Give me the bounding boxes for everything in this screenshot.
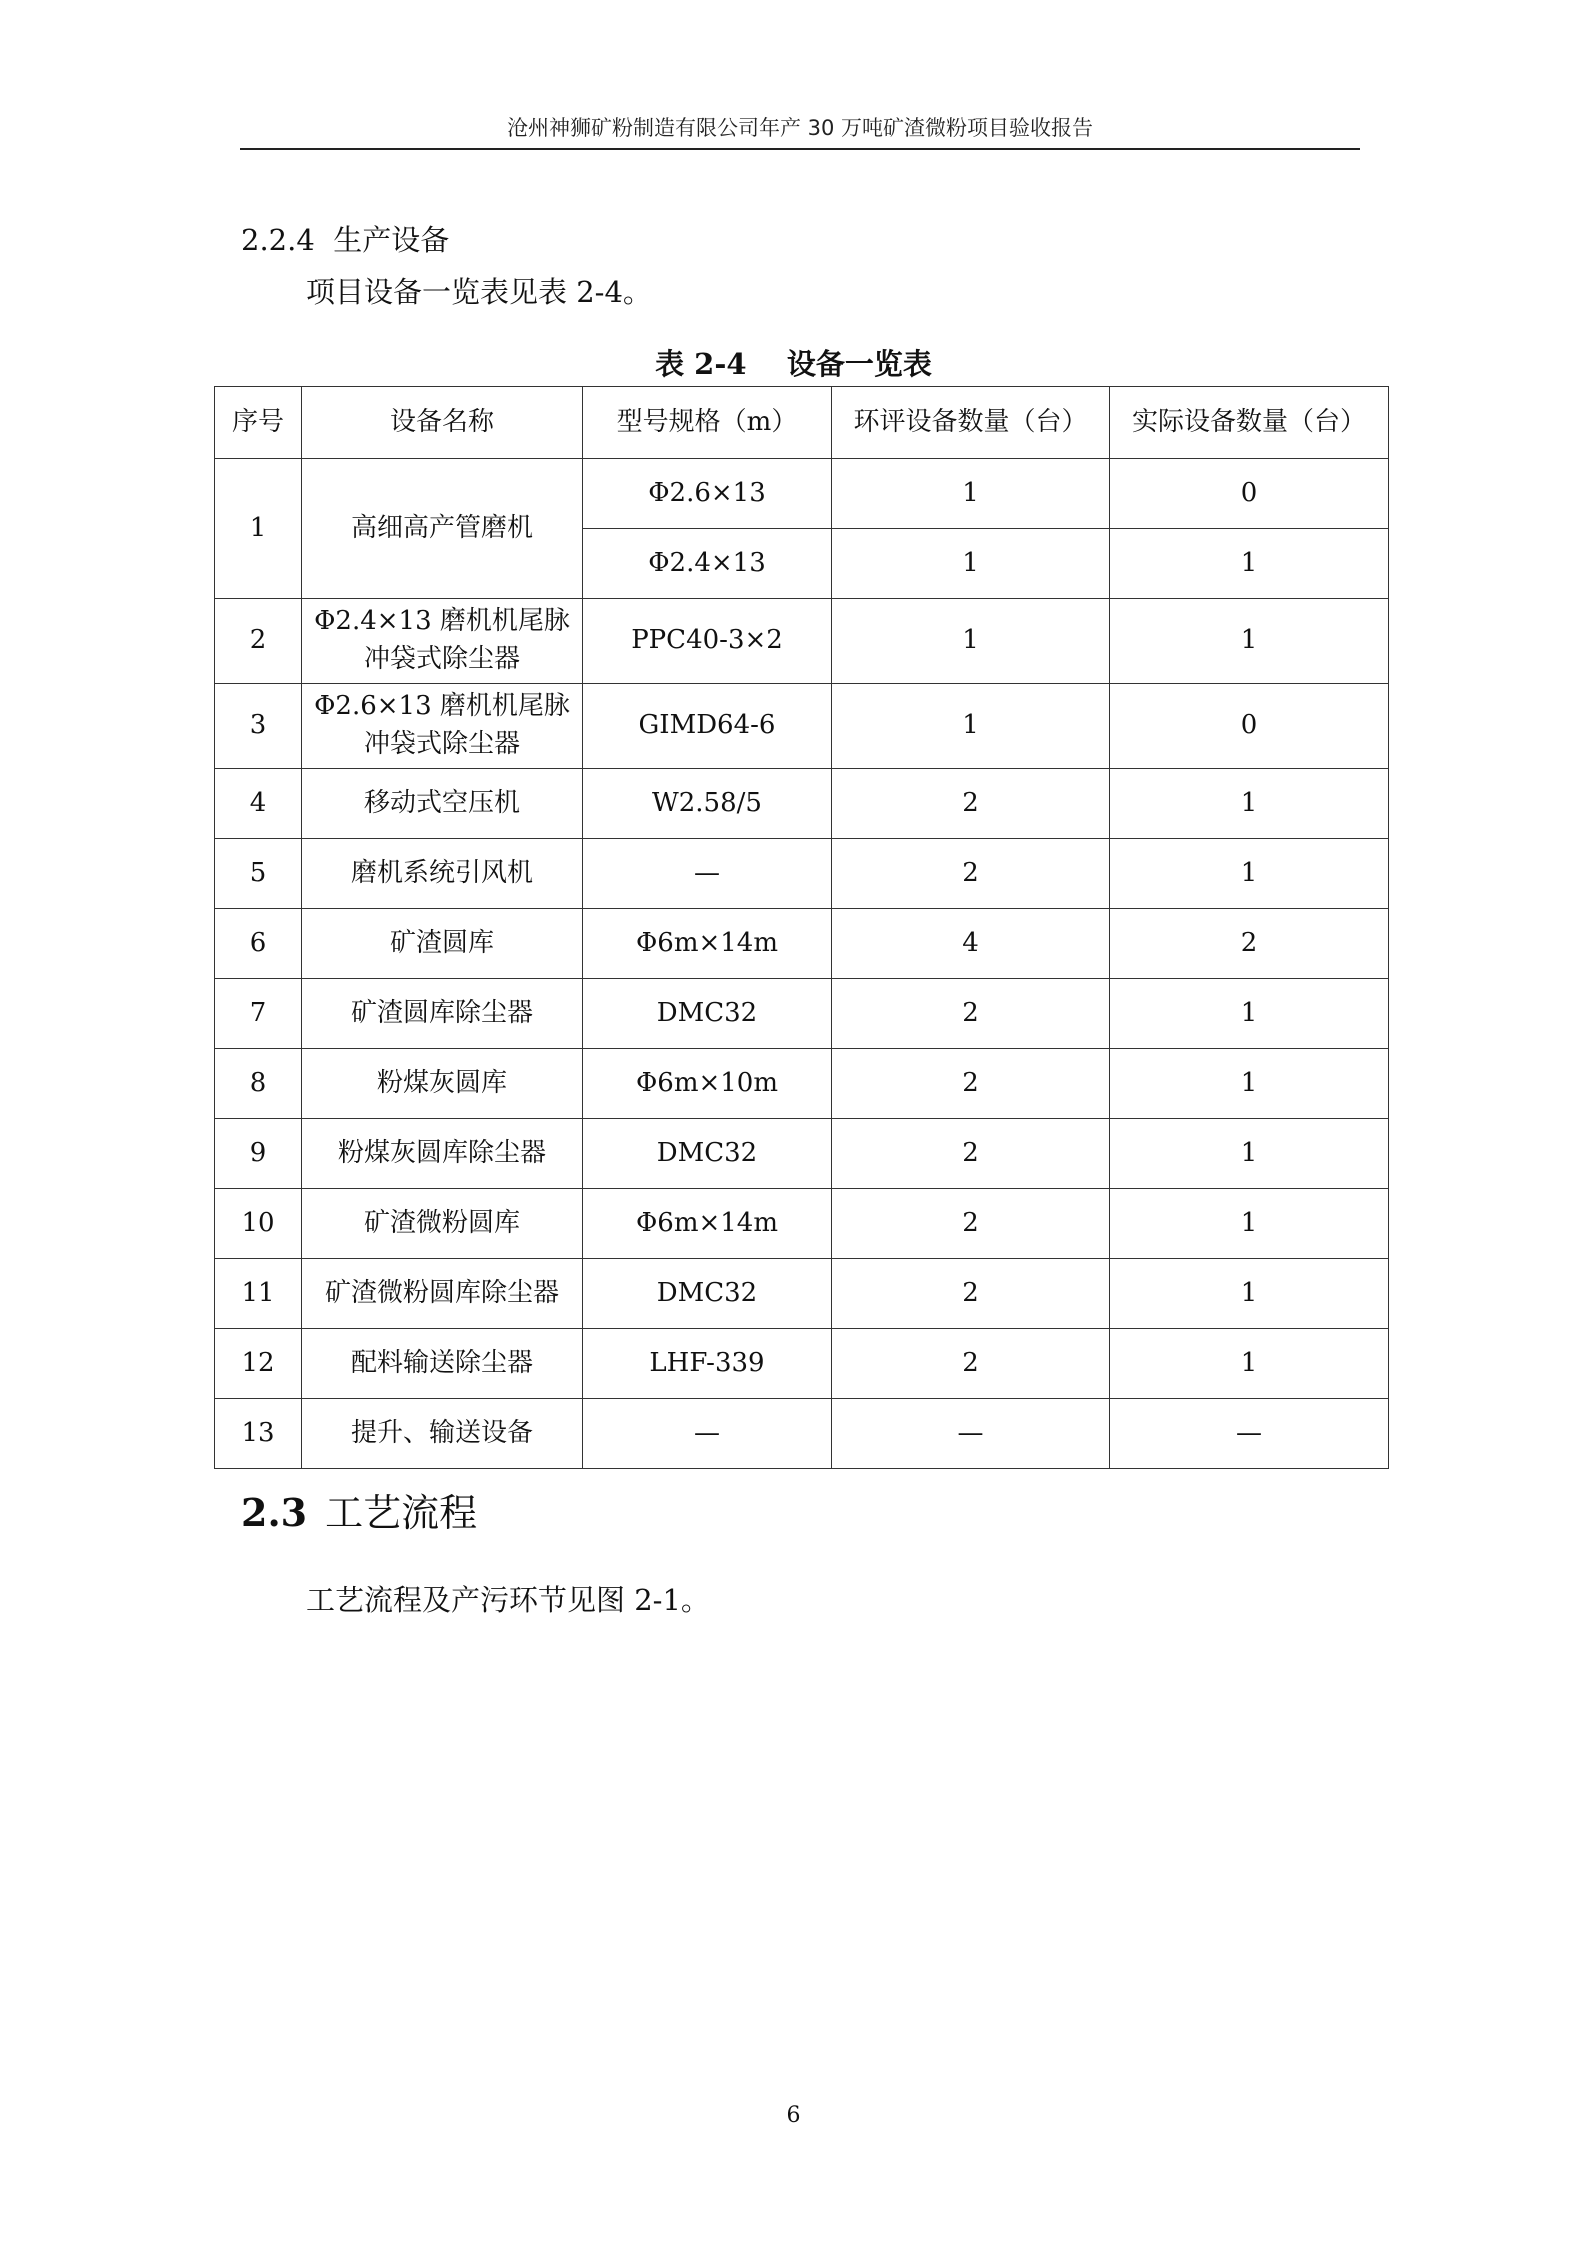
cell-no: 10 xyxy=(215,1189,302,1259)
cell-actual-qty: 1 xyxy=(1110,979,1389,1049)
cell-no: 13 xyxy=(215,1399,302,1469)
table-row xyxy=(215,1259,1389,1329)
cell-actual-qty: 1 xyxy=(1110,1049,1389,1119)
cell-name: 矿渣微粉圆库 xyxy=(302,1189,583,1259)
cell-no: 7 xyxy=(215,979,302,1049)
cell-name: Φ2.6×13 磨机机尾脉冲袋式除尘器 xyxy=(302,684,583,769)
cell-actual-qty: 2 xyxy=(1110,909,1389,979)
cell-eia-qty: 1 xyxy=(832,529,1110,599)
cell-actual-qty: 0 xyxy=(1110,459,1389,529)
cell-model: Φ6m×14m xyxy=(583,1189,832,1259)
table-header-row xyxy=(215,387,1389,459)
page-number: 6 xyxy=(786,2103,801,2128)
cell-eia-qty: 2 xyxy=(832,1189,1110,1259)
cell-eia-qty: — xyxy=(832,1399,1110,1469)
cell-actual-qty: 1 xyxy=(1110,1329,1389,1399)
cell-actual-qty: 1 xyxy=(1110,599,1389,684)
cell-no: 12 xyxy=(215,1329,302,1399)
cell-eia-qty: 2 xyxy=(832,1049,1110,1119)
table-row xyxy=(215,1049,1389,1119)
table-row xyxy=(215,1329,1389,1399)
cell-actual-qty: 1 xyxy=(1110,1259,1389,1329)
section-title: 工艺流程 xyxy=(325,1491,478,1535)
cell-actual-qty: 1 xyxy=(1110,1119,1389,1189)
cell-no: 3 xyxy=(215,684,302,769)
section-heading xyxy=(241,1482,477,1537)
section-body-text: 工艺流程及产污环节见图 2-1。 xyxy=(306,1583,710,1617)
table-row xyxy=(215,979,1389,1049)
cell-name: 移动式空压机 xyxy=(302,769,583,839)
cell-no: 9 xyxy=(215,1119,302,1189)
table-row xyxy=(215,909,1389,979)
table-row xyxy=(215,1399,1389,1469)
col-header-actual-qty: 实际设备数量（台） xyxy=(1110,387,1389,459)
cell-no: 8 xyxy=(215,1049,302,1119)
cell-eia-qty: 2 xyxy=(832,1329,1110,1399)
cell-name: 粉煤灰圆库除尘器 xyxy=(302,1119,583,1189)
cell-no: 6 xyxy=(215,909,302,979)
cell-model: Φ2.4×13 xyxy=(583,529,832,599)
cell-name: Φ2.4×13 磨机机尾脉冲袋式除尘器 xyxy=(302,599,583,684)
table-row xyxy=(215,684,1389,769)
cell-model: LHF-339 xyxy=(583,1329,832,1399)
cell-eia-qty: 1 xyxy=(832,599,1110,684)
cell-name: 提升、输送设备 xyxy=(302,1399,583,1469)
table-row xyxy=(215,599,1389,684)
cell-actual-qty: 1 xyxy=(1110,769,1389,839)
cell-eia-qty: 2 xyxy=(832,1259,1110,1329)
section-number: 2.3 xyxy=(241,1490,308,1535)
subsection-intro: 项目设备一览表见表 2-4。 xyxy=(306,275,652,309)
cell-no: 5 xyxy=(215,839,302,909)
col-header-name: 设备名称 xyxy=(302,387,583,459)
table-row xyxy=(215,1119,1389,1189)
table-row xyxy=(215,459,1389,529)
cell-eia-qty: 2 xyxy=(832,839,1110,909)
cell-actual-qty: 1 xyxy=(1110,839,1389,909)
cell-eia-qty: 2 xyxy=(832,769,1110,839)
cell-no: 4 xyxy=(215,769,302,839)
cell-eia-qty: 1 xyxy=(832,459,1110,529)
cell-name: 矿渣圆库 xyxy=(302,909,583,979)
cell-name: 粉煤灰圆库 xyxy=(302,1049,583,1119)
cell-name: 矿渣微粉圆库除尘器 xyxy=(302,1259,583,1329)
cell-no: 1 xyxy=(215,459,302,599)
cell-name: 矿渣圆库除尘器 xyxy=(302,979,583,1049)
cell-eia-qty: 4 xyxy=(832,909,1110,979)
running-header: 沧州神狮矿粉制造有限公司年产 30 万吨矿渣微粉项目验收报告 xyxy=(506,116,1094,140)
cell-model: DMC32 xyxy=(583,1119,832,1189)
equipment-table xyxy=(214,386,1389,1469)
col-header-no: 序号 xyxy=(215,387,302,459)
cell-model: Φ6m×10m xyxy=(583,1049,832,1119)
header-divider xyxy=(240,148,1360,150)
cell-eia-qty: 2 xyxy=(832,979,1110,1049)
cell-name: 磨机系统引风机 xyxy=(302,839,583,909)
table-row xyxy=(215,1189,1389,1259)
cell-model: GIMD64-6 xyxy=(583,684,832,769)
cell-model: Φ2.6×13 xyxy=(583,459,832,529)
cell-model: PPC40-3×2 xyxy=(583,599,832,684)
cell-actual-qty: — xyxy=(1110,1399,1389,1469)
cell-eia-qty: 2 xyxy=(832,1119,1110,1189)
cell-actual-qty: 1 xyxy=(1110,1189,1389,1259)
cell-name: 配料输送除尘器 xyxy=(302,1329,583,1399)
cell-name: 高细高产管磨机 xyxy=(302,459,583,599)
cell-eia-qty: 1 xyxy=(832,684,1110,769)
cell-model: Φ6m×14m xyxy=(583,909,832,979)
cell-model: DMC32 xyxy=(583,979,832,1049)
table-row xyxy=(215,769,1389,839)
table-caption: 表 2-4 设备一览表 xyxy=(655,347,932,381)
col-header-eia-qty: 环评设备数量（台） xyxy=(832,387,1110,459)
table-row xyxy=(215,839,1389,909)
subsection-title: 2.2.4 生产设备 xyxy=(241,223,450,257)
cell-model: W2.58/5 xyxy=(583,769,832,839)
cell-model: — xyxy=(583,839,832,909)
col-header-model: 型号规格（m） xyxy=(583,387,832,459)
cell-actual-qty: 1 xyxy=(1110,529,1389,599)
cell-model: — xyxy=(583,1399,832,1469)
cell-actual-qty: 0 xyxy=(1110,684,1389,769)
cell-model: DMC32 xyxy=(583,1259,832,1329)
cell-no: 11 xyxy=(215,1259,302,1329)
cell-no: 2 xyxy=(215,599,302,684)
